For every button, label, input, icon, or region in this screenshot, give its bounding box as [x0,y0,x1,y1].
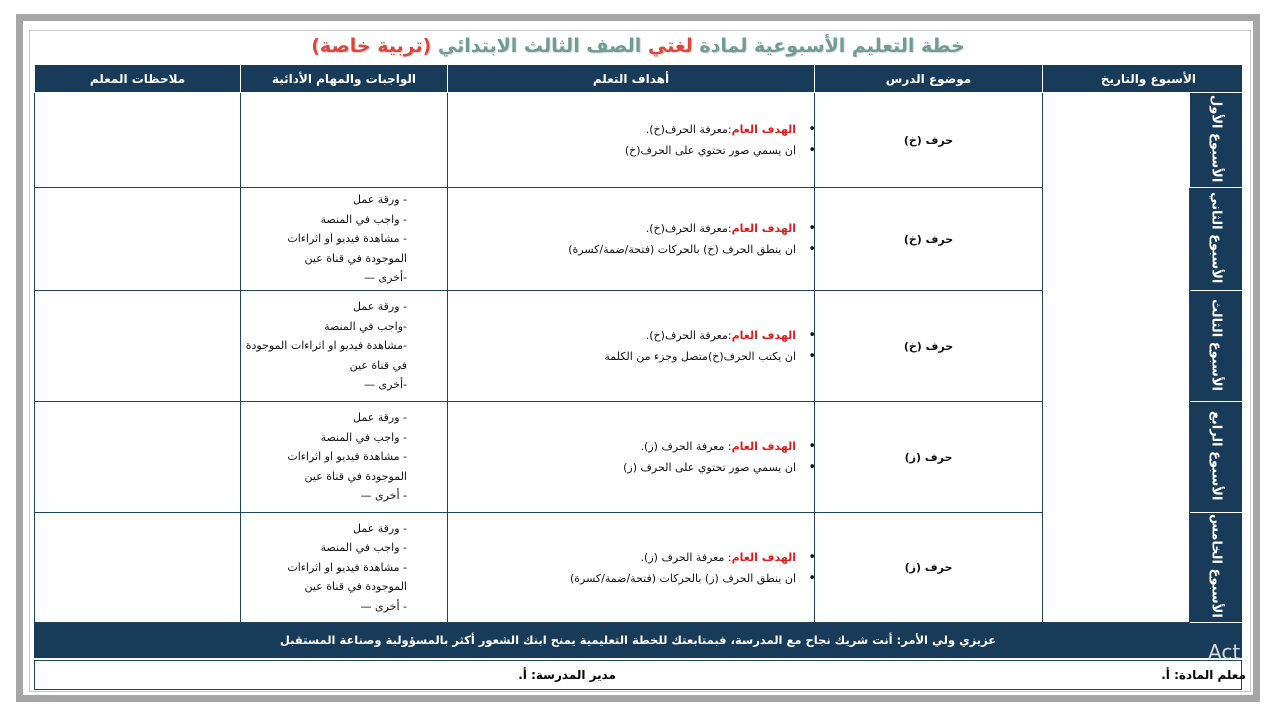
task-item: - ورقة عمل [353,300,407,314]
goal-item: • ان ينطق الحرف (ز) بالحركات (فتحة/ضمة/كسرة) [448,568,796,589]
task-item: -أخرى — [363,271,407,285]
parent-message: عزيزي ولي الأمر: أنت شريك نجاح مع المدرسة، فبمتابعتك للخطة التعليمية يمنح ابنك الشعور أكثر بالمسؤولية وصناعة المستقبل [34,623,1242,658]
goal-item: • ان يسمي صور تحتوي على الحرف(خ) [448,140,796,161]
task-item: الموجودة في قناة عين [304,469,407,483]
goal-text: :معرفة الحرف(خ). [645,123,732,136]
task-item: - أخرى — [360,489,407,503]
title-part-2: لغتي [647,35,693,57]
goal-item: • ان ينطق الحرف (خ) بالحركات (فتحة/ضمة/كسرة) [448,239,796,260]
teacher-notes [35,402,241,513]
goal-item [448,119,796,140]
task-item: - مشاهدة فيديو او اثراءات [287,232,407,246]
task-item: في قناة عين [349,358,407,372]
goal-text: : معرفة الحرف (ز). [640,550,732,564]
learning-goals [448,291,815,402]
goal-label: الهدف العام [731,329,796,342]
task-item: - مشاهدة فيديو او اثراءات [287,560,407,574]
title-part-1: خطة التعليم الأسبوعية لمادة [692,35,965,57]
task-item: - أخرى — [360,599,407,613]
week-label-text: الأسبوع الثالث [1208,298,1224,391]
task-item: - واجب في المنصة [320,430,407,444]
table-header-row [35,65,1243,93]
goal-label: الهدف العام [731,440,796,453]
week-label [1190,402,1243,513]
week-label [1190,93,1243,188]
header-notes: ملاحظات المعلم [35,65,241,93]
week-label-text: الأسبوع الرابع [1208,410,1224,501]
week-label-text: الأسبوع الأول [1208,94,1224,183]
learning-goals [448,188,815,291]
task-item: - واجب في المنصة [320,212,407,226]
week-label-text: الأسبوع الثاني [1208,191,1224,284]
task-item: -أخرى — [363,378,407,392]
title-part-3: الصف الثالث الابتدائي [431,35,648,57]
goal-label: الهدف العام [731,123,796,136]
task-item: - ورقة عمل [353,521,407,535]
learning-goals [448,402,815,513]
teacher-signature: معلم المادة: أ. [1161,668,1246,682]
goal-label: الهدف العام [731,550,796,564]
page-title [34,32,1242,62]
principal-signature: مدير المدرسة: أ. [518,668,616,682]
homework-tasks [241,402,448,513]
goal-item [448,325,796,346]
header-goals: أهداف التعلم [448,65,815,93]
goal-text: :معرفة الحرف(خ). [645,222,732,235]
teacher-notes [35,291,241,402]
task-item: - واجب في المنصة [320,541,407,555]
header-topic: موضوع الدرس [815,65,1043,93]
goal-label: الهدف العام [731,222,796,235]
week-label [1190,188,1243,291]
header-week: الأسبوع والتاريخ [1043,65,1243,93]
task-item: -مشاهدة فيديو او اثراءات الموجودة [245,339,407,353]
lesson-topic: حرف (ز) [815,513,1043,623]
week-label [1190,291,1243,402]
goal-text: : معرفة الحرف (ز). [640,440,732,453]
table-row [35,93,1243,188]
goal-item: • ان يسمي صور تحتوي على الحرف (ز) [448,457,796,478]
homework-tasks [241,513,448,623]
goal-item [448,547,796,568]
homework-tasks [241,291,448,402]
activate-watermark: Act [1208,640,1241,664]
teacher-notes [35,188,241,291]
lesson-topic: حرف (خ) [815,93,1043,188]
week-label [1190,513,1243,623]
task-item: - ورقة عمل [353,193,407,207]
task-item: الموجودة في قناة عين [304,251,407,265]
weekly-plan-table [34,64,1243,623]
lesson-topic: حرف (خ) [815,188,1043,291]
task-item: -واجب في المنصة [324,319,407,333]
goal-text: :معرفة الحرف(خ). [645,329,732,342]
teacher-notes [35,513,241,623]
goal-item [448,218,796,239]
task-item: - مشاهدة فيديو او اثراءات [287,450,407,464]
task-item: - ورقة عمل [353,411,407,425]
learning-goals [448,513,815,623]
task-item: الموجودة في قناة عين [304,580,407,594]
date-cell [1043,93,1190,623]
week-label-text: الأسبوع الخامس [1208,514,1224,618]
title-part-4: (تربية خاصة) [311,35,432,57]
goal-item [448,436,796,457]
lesson-topic: حرف (خ) [815,291,1043,402]
homework-tasks [241,93,448,188]
learning-goals [448,93,815,188]
goal-item: • ان يكتب الحرف(خ)متصل وجزء من الكلمة [448,346,796,367]
lesson-topic: حرف (ز) [815,402,1043,513]
teacher-notes [35,93,241,188]
header-tasks: الواجبات والمهام الأدائية [241,65,448,93]
homework-tasks [241,188,448,291]
